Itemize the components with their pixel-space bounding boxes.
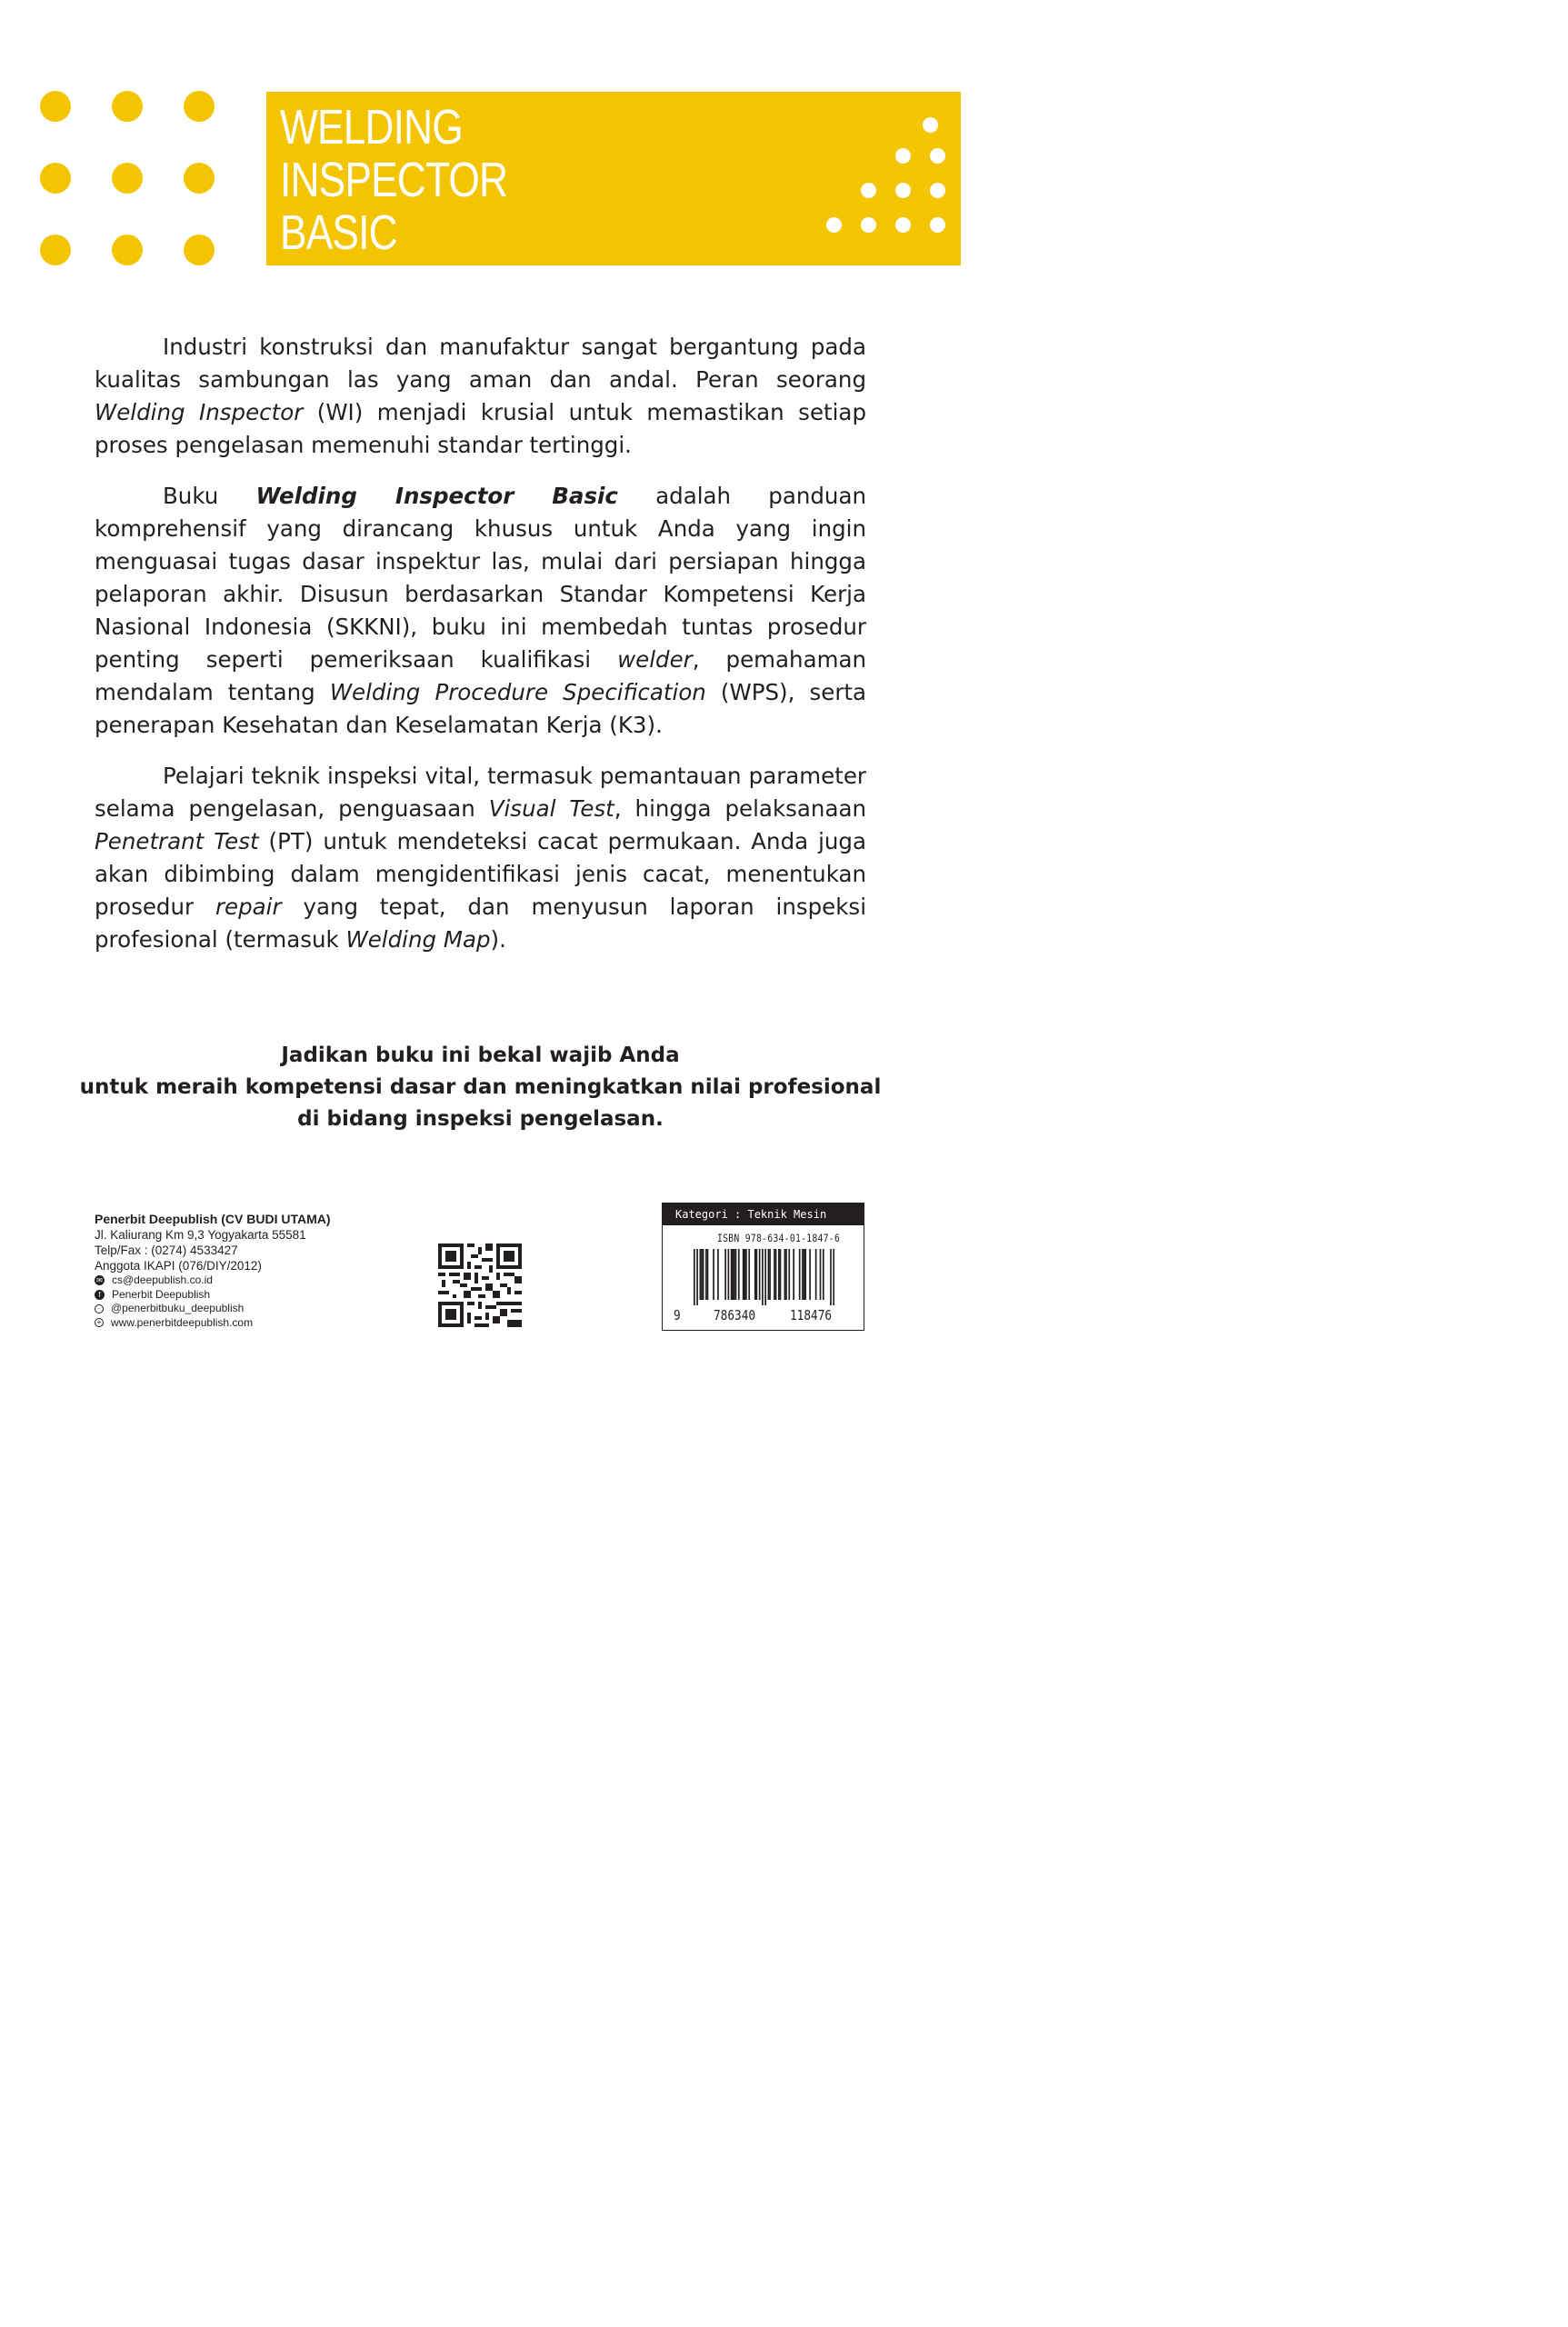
decorative-dot (923, 117, 938, 133)
barcode-bar (784, 1249, 786, 1300)
barcode-bar (744, 1249, 745, 1300)
decorative-dot (930, 217, 945, 233)
title-band (266, 92, 961, 265)
decorative-dot (826, 217, 842, 233)
publisher-address: Jl. Kaliurang Km 9,3 Yogyakarta 55581 (95, 1228, 306, 1242)
decorative-dot (112, 163, 143, 194)
barcode-bar (804, 1249, 806, 1300)
decorative-dot (112, 91, 143, 122)
decorative-dot (184, 235, 215, 265)
text-run: ). (490, 926, 506, 953)
barcode-bar (793, 1249, 794, 1300)
barcode-bar (774, 1249, 775, 1300)
decorative-dot (895, 148, 911, 164)
decorative-dot (184, 91, 215, 122)
barcode-bar (717, 1249, 719, 1300)
decorative-dot (184, 163, 215, 194)
text-run: adalah panduan komprehensif yang dirancang khusus untuk Anda yang ingin menguasai tugas dasar inspektur las, mulai dari persiapan hingga pelaporan akhir. Disusun berdasarkan Standar Kompetensi Kerja Nasional Indonesia (SKKNI), buku ini membedah tuntas prosedur penting seperti pemeriksaan kualifikasi (95, 483, 867, 673)
barcode-bar (788, 1249, 790, 1300)
barcode-bar (809, 1249, 811, 1300)
text-run-italic: Welding Procedure Specification (329, 679, 706, 705)
barcode-bar (696, 1249, 698, 1305)
text-run: Pelajari teknik inspeksi vital, termasuk pemantauan parameter selama pengelasan, penguasaan (95, 763, 866, 822)
decorative-dot (112, 235, 143, 265)
tagline (0, 1040, 961, 1135)
decorative-dot (930, 183, 945, 198)
barcode-bar (707, 1249, 709, 1300)
barcode-bar (780, 1249, 782, 1300)
barcode-bar (735, 1249, 737, 1300)
text-run-italic: Visual Test (488, 795, 614, 822)
barcode-bar (778, 1249, 780, 1300)
contact-email (95, 1273, 422, 1288)
barcode-bar (701, 1249, 703, 1300)
barcode-bar (820, 1249, 822, 1300)
barcode-digit-first: 9 (674, 1307, 681, 1323)
text-run-italic: Welding Inspector (95, 399, 304, 425)
barcode-bar (703, 1249, 704, 1300)
contact-website-text: www.penerbitdeepublish.com (111, 1315, 254, 1329)
barcode-bar (768, 1249, 770, 1300)
synopsis-paragraph-3 (95, 760, 866, 956)
category-label: Kategori : Teknik Mesin (663, 1203, 864, 1225)
contact-instagram (95, 1302, 422, 1316)
barcode-bar (762, 1249, 764, 1305)
barcode-bar (830, 1249, 832, 1305)
barcode-bar (745, 1249, 747, 1300)
barcode-bar (754, 1249, 756, 1300)
barcode-bar (799, 1249, 801, 1300)
text-run-italic: repair (215, 894, 282, 920)
barcode-bar (756, 1249, 758, 1300)
text-run: , hingga pelaksanaan (614, 795, 866, 822)
publisher-phone: Telp/Fax : (0274) 4533427 (95, 1243, 238, 1257)
decorative-dot (40, 91, 71, 122)
contact-website (95, 1316, 422, 1331)
text-run-italic: Welding Map (345, 926, 491, 953)
barcode-digits-left: 786340 (714, 1307, 756, 1323)
book-title-line: WELDING (280, 100, 463, 155)
synopsis-paragraph-2 (95, 480, 866, 742)
barcode-bar (833, 1249, 834, 1305)
globe-icon: + (95, 1318, 104, 1327)
email-icon: ✉ (95, 1275, 105, 1285)
barcode-bar (713, 1249, 714, 1300)
text-run-italic: Penetrant Test (95, 828, 259, 854)
barcode-bar (732, 1249, 734, 1300)
barcode-bar (700, 1249, 702, 1300)
synopsis-paragraph-1 (95, 331, 866, 462)
synopsis (95, 331, 866, 974)
text-run: Industri konstruksi dan manufaktur sangat bergantung pada kualitas sambungan las yang aman dan andal. Peran seorang (95, 334, 866, 393)
barcode-bar (785, 1249, 787, 1300)
text-run: Buku (163, 483, 256, 509)
barcode-bar (769, 1249, 771, 1300)
facebook-icon: f (95, 1290, 105, 1300)
barcode-bar (764, 1249, 766, 1305)
barcode-bar (728, 1249, 730, 1300)
instagram-icon: · (95, 1304, 104, 1313)
isbn-barcode-box (662, 1203, 864, 1331)
barcode-bar (804, 1249, 805, 1300)
text-run: (WI) menjadi krusial untuk memastikan setiap proses pengelasan memenuhi standar tertinggi. (95, 399, 866, 458)
barcode-bar (748, 1249, 750, 1300)
tagline-line: Jadikan buku ini bekal wajib Anda (281, 1044, 680, 1067)
contact-instagram-text: @penerbitbuku_deepublish (111, 1302, 245, 1315)
barcode-bar (731, 1249, 733, 1300)
qr-code (438, 1243, 522, 1327)
barcode-bar (823, 1249, 824, 1300)
isbn-label: ISBN 978-634-01-1847-6 (717, 1232, 841, 1244)
tagline-line: di bidang inspeksi pengelasan. (297, 1107, 664, 1131)
tagline-line: untuk meraih kompetensi dasar dan meningkatkan nilai profesional (79, 1075, 882, 1099)
back-cover (0, 0, 961, 1425)
decorative-dot (861, 183, 876, 198)
publisher-member: Anggota IKAPI (076/DIY/2012) (95, 1259, 262, 1273)
text-run-bold-italic: Welding Inspector Basic (255, 483, 618, 509)
barcode-bar (815, 1249, 817, 1300)
book-title (280, 101, 507, 259)
barcode-digits-right: 118476 (790, 1307, 833, 1323)
barcode-bar (738, 1249, 740, 1300)
decorative-dot (40, 235, 71, 265)
book-title-line: INSPECTOR (280, 153, 508, 207)
barcode-bar (759, 1249, 761, 1300)
contact-facebook-text: Penerbit Deepublish (112, 1287, 211, 1301)
text-run: , pemahaman mendalam tentang (95, 646, 867, 705)
text-run: yang tepat, dan menyusun laporan inspeksi profesional (termasuk (95, 894, 867, 953)
decorative-dot (895, 217, 911, 233)
barcode-bar (802, 1249, 804, 1300)
publisher-info (95, 1212, 422, 1330)
publisher-name: Penerbit Deepublish (CV BUDI UTAMA) (95, 1212, 331, 1226)
barcode (694, 1249, 834, 1305)
barcode-bar (694, 1249, 695, 1305)
barcode-bar (743, 1249, 744, 1300)
decorative-dot-grid-left (40, 91, 218, 269)
decorative-dot (930, 148, 945, 164)
barcode-bar (734, 1249, 735, 1300)
decorative-dot (861, 217, 876, 233)
decorative-dot (40, 163, 71, 194)
barcode-bar (775, 1249, 777, 1300)
book-title-line: BASIC (280, 205, 397, 260)
text-run: (PT) untuk mendeteksi cacat permukaan. Anda juga akan dibimbing dalam mengidentifikasi jenis cacat, menentukan prosedur (95, 828, 866, 920)
text-run: (WPS), serta penerapan Kesehatan dan Keselamatan Kerja (K3). (95, 679, 867, 738)
decorative-dot (895, 183, 911, 198)
contact-facebook (95, 1288, 422, 1303)
barcode-bar (724, 1249, 726, 1300)
barcode-bar (705, 1249, 707, 1300)
contact-email-text: cs@deepublish.co.id (112, 1273, 213, 1287)
text-run-italic: welder (617, 646, 693, 673)
